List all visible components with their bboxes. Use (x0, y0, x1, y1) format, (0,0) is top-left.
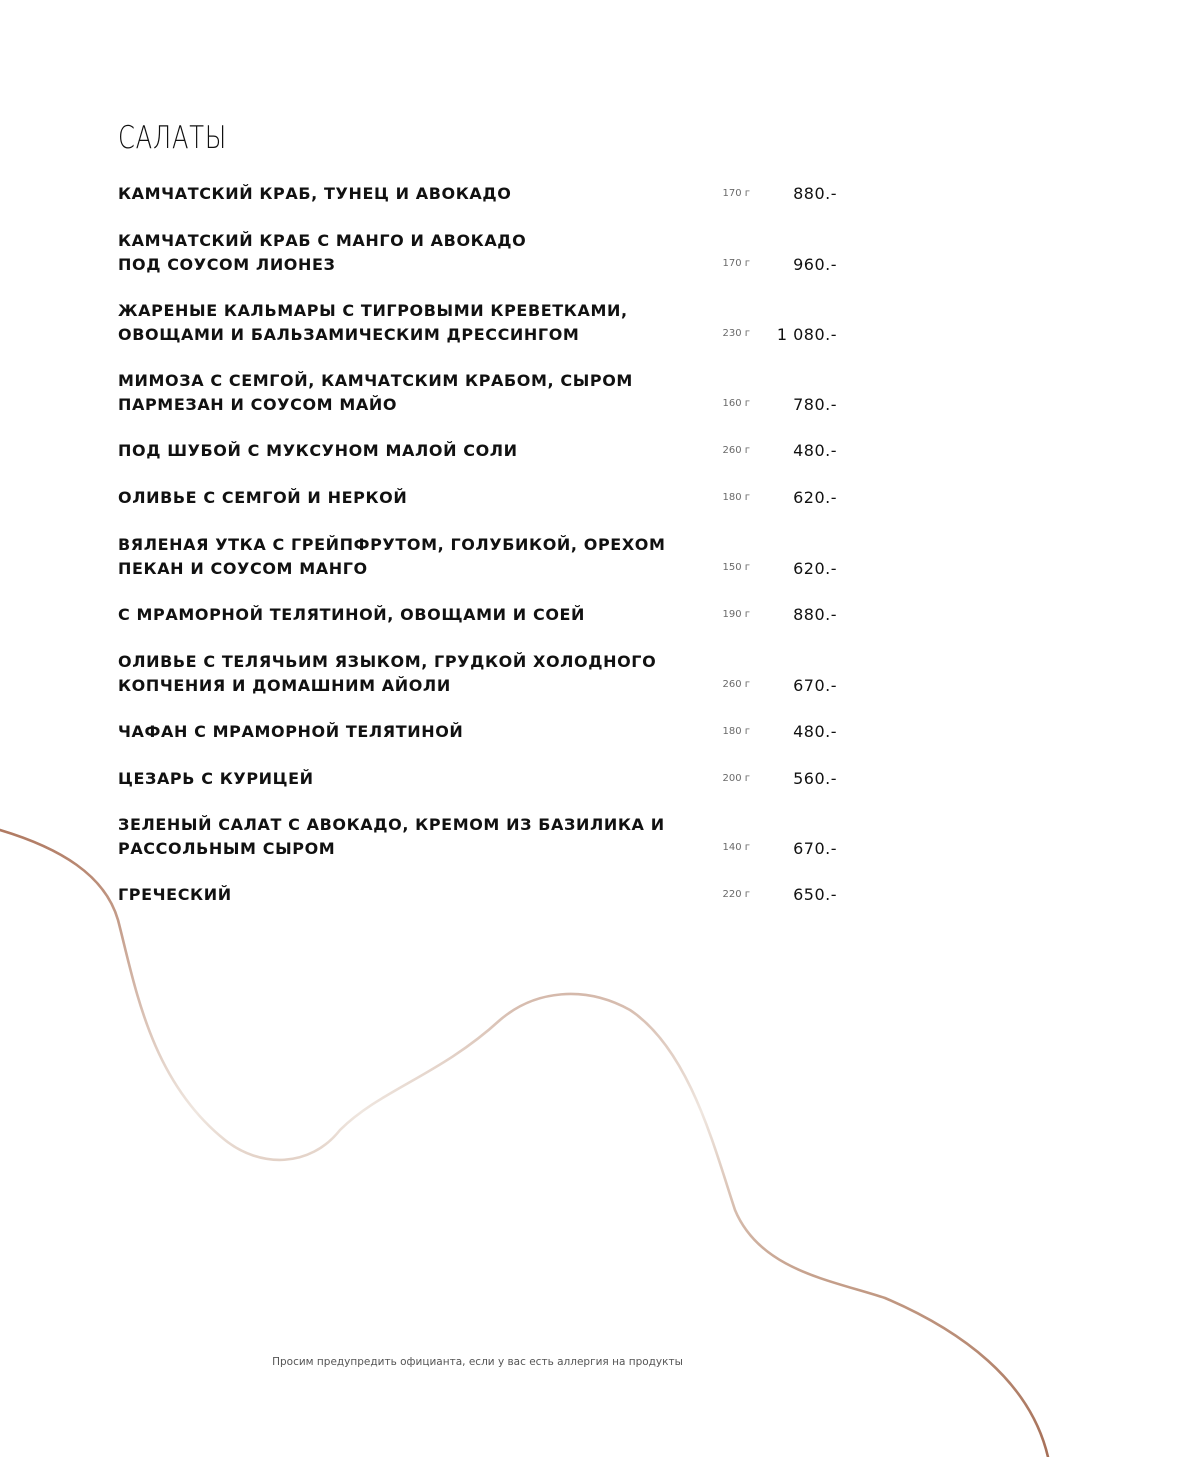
allergy-note: Просим предупредить официанта, если у вас есть аллергия на продукты (272, 1356, 683, 1368)
dish-weight: 170 г (722, 188, 750, 199)
dish-price: 960.- (793, 254, 837, 274)
dish-name: ЧАФАН С МРАМОРНОЙ ТЕЛЯТИНОЙ (118, 722, 464, 741)
dish-weight: 180 г (722, 726, 750, 737)
dish-weight: 150 г (722, 562, 750, 573)
dish-price: 620.- (793, 558, 837, 578)
dish-weight: 220 г (722, 889, 750, 900)
dish-weight: 160 г (722, 398, 750, 409)
dish-name: ОЛИВЬЕ С СЕМГОЙ И НЕРКОЙ (118, 488, 408, 507)
dish-price: 1 080.- (776, 324, 837, 344)
dish-name: КАМЧАТСКИЙ КРАБ, ТУНЕЦ И АВОКАДО (118, 184, 512, 203)
dish-name: МИМОЗА С СЕМГОЙ, КАМЧАТСКИМ КРАБОМ, СЫРОМ ПАРМЕЗАН И СОУСОМ МАЙО (118, 371, 633, 414)
dish-name: ОЛИВЬЕ С ТЕЛЯЧЬИМ ЯЗЫКОМ, ГРУДКОЙ ХОЛОДНОГО КОПЧЕНИЯ И ДОМАШНИМ АЙОЛИ (118, 652, 657, 695)
dish-name: ЦЕЗАРЬ С КУРИЦЕЙ (118, 769, 314, 788)
dish-price: 560.- (793, 769, 837, 788)
dish-price: 880.- (793, 605, 837, 624)
dish-name: С МРАМОРНОЙ ТЕЛЯТИНОЙ, ОВОЩАМИ И СОЕЙ (118, 605, 586, 624)
dish-name: ПОД ШУБОЙ С МУКСУНОМ МАЛОЙ СОЛИ (118, 441, 518, 460)
dish-price: 480.- (793, 722, 837, 741)
dish-weight: 230 г (722, 328, 750, 339)
section-title: САЛАТЫ (118, 120, 227, 156)
dish-price: 620.- (793, 488, 837, 507)
dish-price: 880.- (793, 184, 837, 203)
dish-weight: 180 г (722, 492, 750, 503)
dish-weight: 140 г (722, 842, 750, 853)
dish-name: ГРЕЧЕСКИЙ (118, 885, 232, 904)
dish-name: ЖАРЕНЫЕ КАЛЬМАРЫ С ТИГРОВЫМИ КРЕВЕТКАМИ, ОВОЩАМИ И БАЛЬЗАМИЧЕСКИМ ДРЕССИНГОМ (118, 301, 628, 344)
dish-weight: 190 г (722, 609, 750, 620)
dish-weight: 170 г (722, 258, 750, 269)
dish-name: КАМЧАТСКИЙ КРАБ С МАНГО И АВОКАДО ПОД СОУСОМ ЛИОНЕЗ (118, 231, 527, 274)
dish-name: ВЯЛЕНАЯ УТКА С ГРЕЙПФРУТОМ, ГОЛУБИКОЙ, ОРЕХОМ ПЕКАН И СОУСОМ МАНГО (118, 535, 666, 578)
dish-weight: 200 г (722, 773, 750, 784)
dish-price: 480.- (793, 441, 837, 460)
dish-price: 650.- (793, 885, 837, 904)
dish-weight: 260 г (722, 445, 750, 456)
dish-price: 670.- (793, 675, 837, 695)
dish-price: 670.- (793, 838, 837, 858)
dish-name: ЗЕЛЕНЫЙ САЛАТ С АВОКАДО, КРЕМОМ ИЗ БАЗИЛИКА И РАССОЛЬНЫМ СЫРОМ (118, 815, 665, 858)
dish-weight: 260 г (722, 679, 750, 690)
dish-price: 780.- (793, 394, 837, 414)
